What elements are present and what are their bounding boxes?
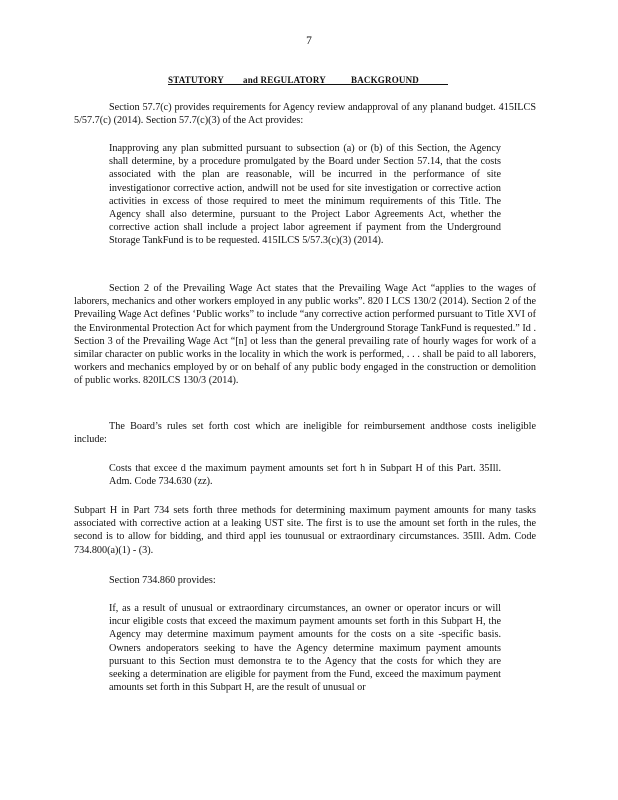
heading-statutory: STATUTORY xyxy=(168,75,224,85)
block-quote-734-860: If, as a result of unusual or extraordinary circumstances, an owner or operator incurs or will incur eligible costs that exceed the maximum payment amounts set forth in this Subpart H, the Agency may determine maximum payment amounts for the costs on a site -specific basis. Owners andoperators seeking to have the Agency determine maximum payment amounts pursuant to this Section must demonstra te to the Agency that the costs for which they are seeking a determination are eligible for payment from the Fund, exceed the maximum payment amounts set forth in this Subpart H, are the result of unusual or xyxy=(109,603,501,694)
paragraph-subpart-h: Subpart H in Part 734 sets forth three methods for determining maximum payment amounts for many tasks associated with corrective action at a leaking UST site. The first is to use the amount set forth in the rules, the second is to allow for bidding, and third appl ies tounusual or extraordinary circumstances. 35Ill. Adm. Code 734.800(a)(1) - (3). xyxy=(74,505,536,556)
heading-background: BACKGROUND xyxy=(351,75,420,85)
heading-regulatory: and REGULATORY xyxy=(243,75,326,85)
paragraph-section-57-7c: Section 57.7(c) provides requirements for Agency review andapproval of any planand budget. 415ILCS 5/57.7(c) (2014). Section 57.7(c)(3) of the Act provides: xyxy=(74,102,536,127)
paragraph-prevailing-wage-act: Section 2 of the Prevailing Wage Act states that the Prevailing Wage Act “applies to the wages of laborers, mechanics and other workers employed in any public works”. 820 I LCS 130/2 (2014). Section 2 of the Prevailing Wage Act defines ‘Public works” to include “any corrective action performed pursuant to Title XVI of the Environmental Protection Act for which payment from the Underground Storage TankFund is requested.” Id . Section 3 of the Prevailing Wage Act “[n] ot less than the general prevailing rate of hourly wages for work of a similar character on public works in the locality in which the work is performed, . . . shall be paid to all laborers, workers and mechanics employed by or on behalf of any public body engaged in the construction or demolition of public works. 820ILCS 130/3 (2014). xyxy=(74,283,536,387)
block-quote-734-630: Costs that excee d the maximum payment amounts set fort h in Subpart H of this Part. 35Ill. Adm. Code 734.630 (zz). xyxy=(109,463,501,488)
heading-underline xyxy=(168,84,448,85)
block-quote-57-7c3: Inapproving any plan submitted pursuant to subsection (a) or (b) of this Section, the Agency shall determine, by a procedure promulgated by the Board under Section 57.14, that the costs associated with the plan are reasonable, will be incurred in the performance of site investigationor corrective action, andwill not be used for site investigation or corrective action activities in excess of those required to meet the minimum requirements of this Title. The Agency shall also determine, pursuant to the Project Labor Agreements Act, whether the corrective action shall include a project labor agreement if payment from the Underground Storage TankFund is to be requested. 415ILCS 5/57.3(c)(3) (2014). xyxy=(109,143,501,247)
paragraph-section-734-860: Section 734.860 provides: xyxy=(109,575,216,586)
paragraph-ineligible-costs: The Board’s rules set forth cost which are ineligible for reimbursement andthose costs ineligible include: xyxy=(74,421,536,446)
page-number: 7 xyxy=(306,35,312,47)
